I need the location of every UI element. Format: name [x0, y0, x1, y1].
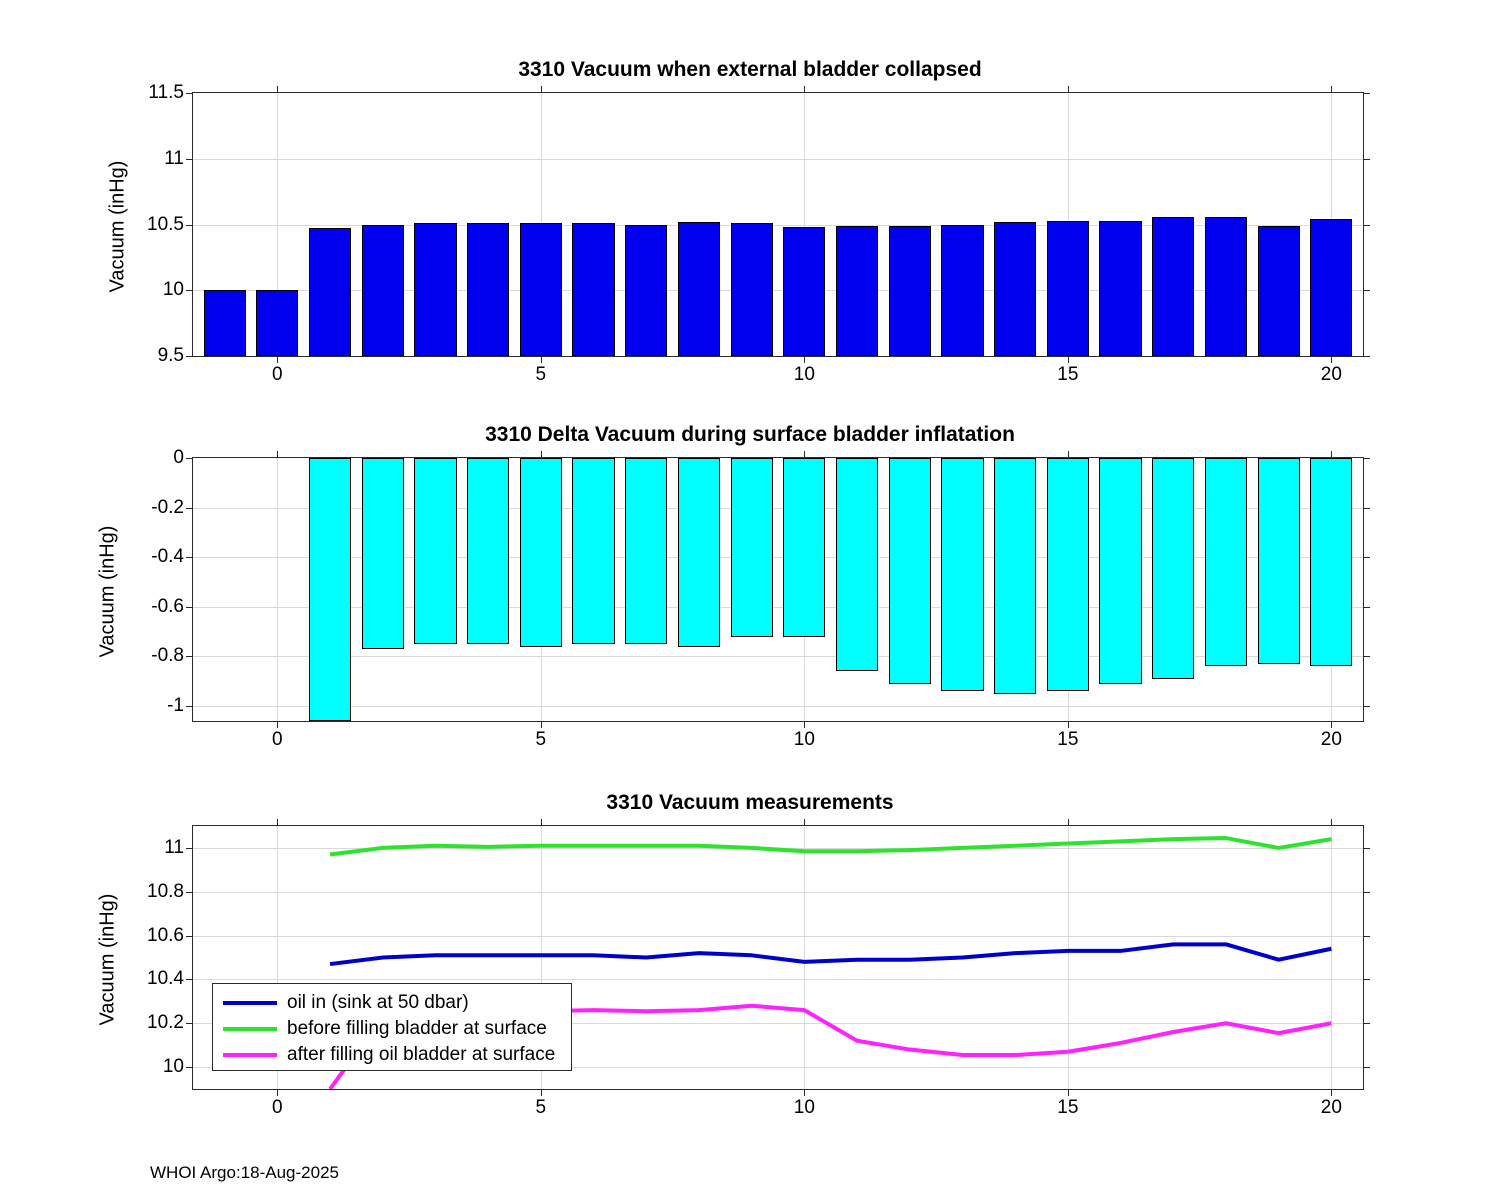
bar-15 — [1047, 221, 1089, 356]
xtick-label: 0 — [272, 729, 283, 750]
bar-12 — [889, 458, 931, 684]
ytick-mark — [186, 607, 193, 608]
xtick-mark — [277, 819, 278, 826]
xtick-mark — [277, 451, 278, 458]
ytick-label: 10.8 — [147, 880, 184, 902]
bar-9 — [731, 458, 773, 637]
xtick-mark — [1068, 1089, 1069, 1096]
xtick-mark — [541, 356, 542, 363]
xtick-mark — [1068, 86, 1069, 93]
xtick-label: 20 — [1320, 729, 1342, 750]
bar-7 — [625, 458, 667, 644]
ytick-label: 0 — [173, 447, 184, 468]
bar-19 — [1258, 458, 1300, 664]
ytick-mark — [1363, 508, 1370, 509]
xtick-mark — [1331, 356, 1332, 363]
bar-11 — [836, 458, 878, 671]
bar-10 — [783, 458, 825, 637]
bar-9 — [731, 223, 773, 356]
bar-0 — [256, 290, 298, 356]
ytick-label: 11 — [164, 147, 184, 169]
bar-5 — [520, 223, 562, 356]
ytick-mark — [1363, 290, 1370, 291]
xtick-label: 10 — [793, 1097, 815, 1118]
ytick-mark — [1363, 979, 1370, 980]
ytick-label: 9.5 — [157, 345, 184, 366]
legend — [212, 983, 572, 1071]
bar-4 — [467, 223, 509, 356]
bar-20 — [1310, 458, 1352, 666]
xtick-mark — [1068, 721, 1069, 728]
ytick-mark — [1363, 1067, 1370, 1068]
bar-10 — [783, 227, 825, 356]
xtick-mark — [1331, 86, 1332, 93]
ytick-label: -1 — [167, 695, 184, 717]
xtick-mark — [1331, 451, 1332, 458]
xtick-label: 5 — [535, 364, 547, 385]
panel-2-axes — [151, 447, 1364, 750]
legend-swatch-2 — [223, 1053, 277, 1057]
line-1 — [330, 838, 1331, 854]
ytick-mark — [186, 93, 193, 94]
bar-13 — [941, 225, 983, 357]
xtick-mark — [541, 819, 542, 826]
bar-14 — [994, 222, 1036, 356]
legend-swatch-1 — [223, 1027, 277, 1031]
ytick-mark — [1363, 557, 1370, 558]
ytick-mark — [186, 290, 193, 291]
ytick-mark — [186, 356, 193, 357]
ytick-label: -0.6 — [151, 595, 184, 617]
panel-delta-vacuum — [0, 375, 1500, 775]
ytick-mark — [1363, 159, 1370, 160]
ytick-mark — [186, 656, 193, 657]
xtick-mark — [541, 86, 542, 93]
ytick-label: 10 — [162, 1056, 184, 1078]
gridline-horizontal — [193, 159, 1363, 160]
bar-2 — [362, 225, 404, 357]
xtick-mark — [804, 86, 805, 93]
bar-17 — [1152, 217, 1194, 356]
ytick-mark — [186, 979, 193, 980]
bar-4 — [467, 458, 509, 644]
xtick-label: 15 — [1057, 364, 1079, 385]
bar--1 — [204, 290, 246, 356]
xtick-mark — [541, 451, 542, 458]
xtick-mark — [277, 86, 278, 93]
ytick-mark — [186, 508, 193, 509]
xtick-mark — [1331, 721, 1332, 728]
bar-3 — [414, 223, 456, 356]
ytick-label: -0.2 — [151, 496, 184, 518]
xtick-mark — [277, 1089, 278, 1096]
ytick-mark — [186, 706, 193, 707]
ytick-mark — [1363, 356, 1370, 357]
ytick-mark — [186, 1067, 193, 1068]
bar-19 — [1258, 226, 1300, 356]
ytick-mark — [186, 225, 193, 226]
ytick-mark — [1363, 225, 1370, 226]
ytick-label: 10.2 — [147, 1012, 184, 1034]
bar-5 — [520, 458, 562, 647]
xtick-label: 15 — [1057, 729, 1079, 750]
ytick-label: 10.4 — [147, 968, 184, 990]
bar-6 — [572, 458, 614, 644]
bar-1 — [309, 458, 351, 721]
xtick-label: 15 — [1057, 1097, 1079, 1118]
xtick-label: 20 — [1320, 364, 1342, 385]
xtick-mark — [804, 1089, 805, 1096]
xtick-mark — [277, 356, 278, 363]
footer-credit: WHOI Argo:18-Aug-2025 — [150, 1163, 339, 1182]
bar-1 — [309, 228, 351, 356]
bar-13 — [941, 458, 983, 691]
legend-item-2 — [223, 1042, 561, 1068]
ytick-mark — [1363, 1023, 1370, 1024]
legend-item-0 — [223, 990, 561, 1016]
ytick-mark — [186, 458, 193, 459]
bar-3 — [414, 458, 456, 644]
ytick-label: 10 — [162, 279, 184, 301]
ytick-label: -0.4 — [151, 546, 184, 568]
panel-3-title: 3310 Vacuum measurements — [606, 791, 894, 814]
ytick-mark — [186, 557, 193, 558]
ytick-mark — [1363, 607, 1370, 608]
gridline-horizontal — [193, 706, 1363, 707]
xtick-mark — [804, 819, 805, 826]
ytick-mark — [186, 1023, 193, 1024]
legend-swatch-0 — [223, 1001, 277, 1005]
xtick-label: 20 — [1320, 1097, 1342, 1118]
panel-1-ylabel: Vacuum (inHg) — [106, 160, 129, 293]
panel-1-axes — [147, 82, 1364, 385]
xtick-label: 5 — [535, 1097, 547, 1118]
legend-label-0: oil in (sink at 50 dbar) — [287, 992, 469, 1013]
xtick-label: 0 — [272, 364, 283, 385]
xtick-label: 0 — [272, 1097, 283, 1118]
bar-7 — [625, 225, 667, 357]
xtick-mark — [541, 1089, 542, 1096]
bar-8 — [678, 222, 720, 356]
bar-18 — [1205, 458, 1247, 666]
bar-17 — [1152, 458, 1194, 679]
xtick-label: 10 — [793, 729, 815, 750]
bar-2 — [362, 458, 404, 649]
bar-6 — [572, 223, 614, 356]
xtick-mark — [1068, 451, 1069, 458]
xtick-mark — [1331, 1089, 1332, 1096]
ytick-label: 10.5 — [147, 213, 184, 235]
xtick-mark — [804, 451, 805, 458]
line-0 — [330, 944, 1331, 964]
legend-label-1: before filling bladder at surface — [287, 1018, 547, 1039]
ytick-mark — [1363, 892, 1370, 893]
xtick-mark — [804, 356, 805, 363]
bar-11 — [836, 226, 878, 356]
ytick-mark — [1363, 848, 1370, 849]
panel-3-ylabel: Vacuum (inHg) — [96, 893, 119, 1026]
bar-20 — [1310, 219, 1352, 356]
legend-label-2: after filling oil bladder at surface — [287, 1044, 556, 1065]
ytick-label: 11 — [164, 836, 184, 858]
xtick-mark — [804, 721, 805, 728]
ytick-label: 11.5 — [148, 82, 184, 103]
legend-item-1 — [223, 1016, 561, 1042]
bar-18 — [1205, 217, 1247, 356]
panel-2-title: 3310 Delta Vacuum during surface bladder inflatation — [485, 423, 1015, 446]
panel-1-title: 3310 Vacuum when external bladder collapsed — [518, 58, 982, 81]
ytick-mark — [1363, 458, 1370, 459]
xtick-mark — [1068, 819, 1069, 826]
bar-16 — [1099, 221, 1141, 356]
ytick-label: -0.8 — [151, 645, 184, 667]
panel-vacuum-collapsed — [0, 0, 1500, 400]
ytick-mark — [186, 892, 193, 893]
xtick-label: 10 — [793, 364, 815, 385]
bar-14 — [994, 458, 1036, 694]
bar-15 — [1047, 458, 1089, 691]
bar-12 — [889, 226, 931, 356]
ytick-label: 10.6 — [147, 924, 184, 946]
xtick-label: 5 — [535, 729, 547, 750]
panel-vacuum-measurements — [0, 750, 1500, 1150]
xtick-mark — [1331, 819, 1332, 826]
xtick-mark — [277, 721, 278, 728]
ytick-mark — [186, 936, 193, 937]
bar-16 — [1099, 458, 1141, 684]
ytick-mark — [186, 848, 193, 849]
gridline-vertical — [277, 458, 278, 721]
ytick-mark — [1363, 656, 1370, 657]
panel-2-ylabel: Vacuum (inHg) — [96, 525, 119, 658]
ytick-mark — [1363, 706, 1370, 707]
ytick-mark — [186, 159, 193, 160]
bar-8 — [678, 458, 720, 647]
ytick-mark — [1363, 936, 1370, 937]
xtick-mark — [1068, 356, 1069, 363]
xtick-mark — [541, 721, 542, 728]
ytick-mark — [1363, 93, 1370, 94]
